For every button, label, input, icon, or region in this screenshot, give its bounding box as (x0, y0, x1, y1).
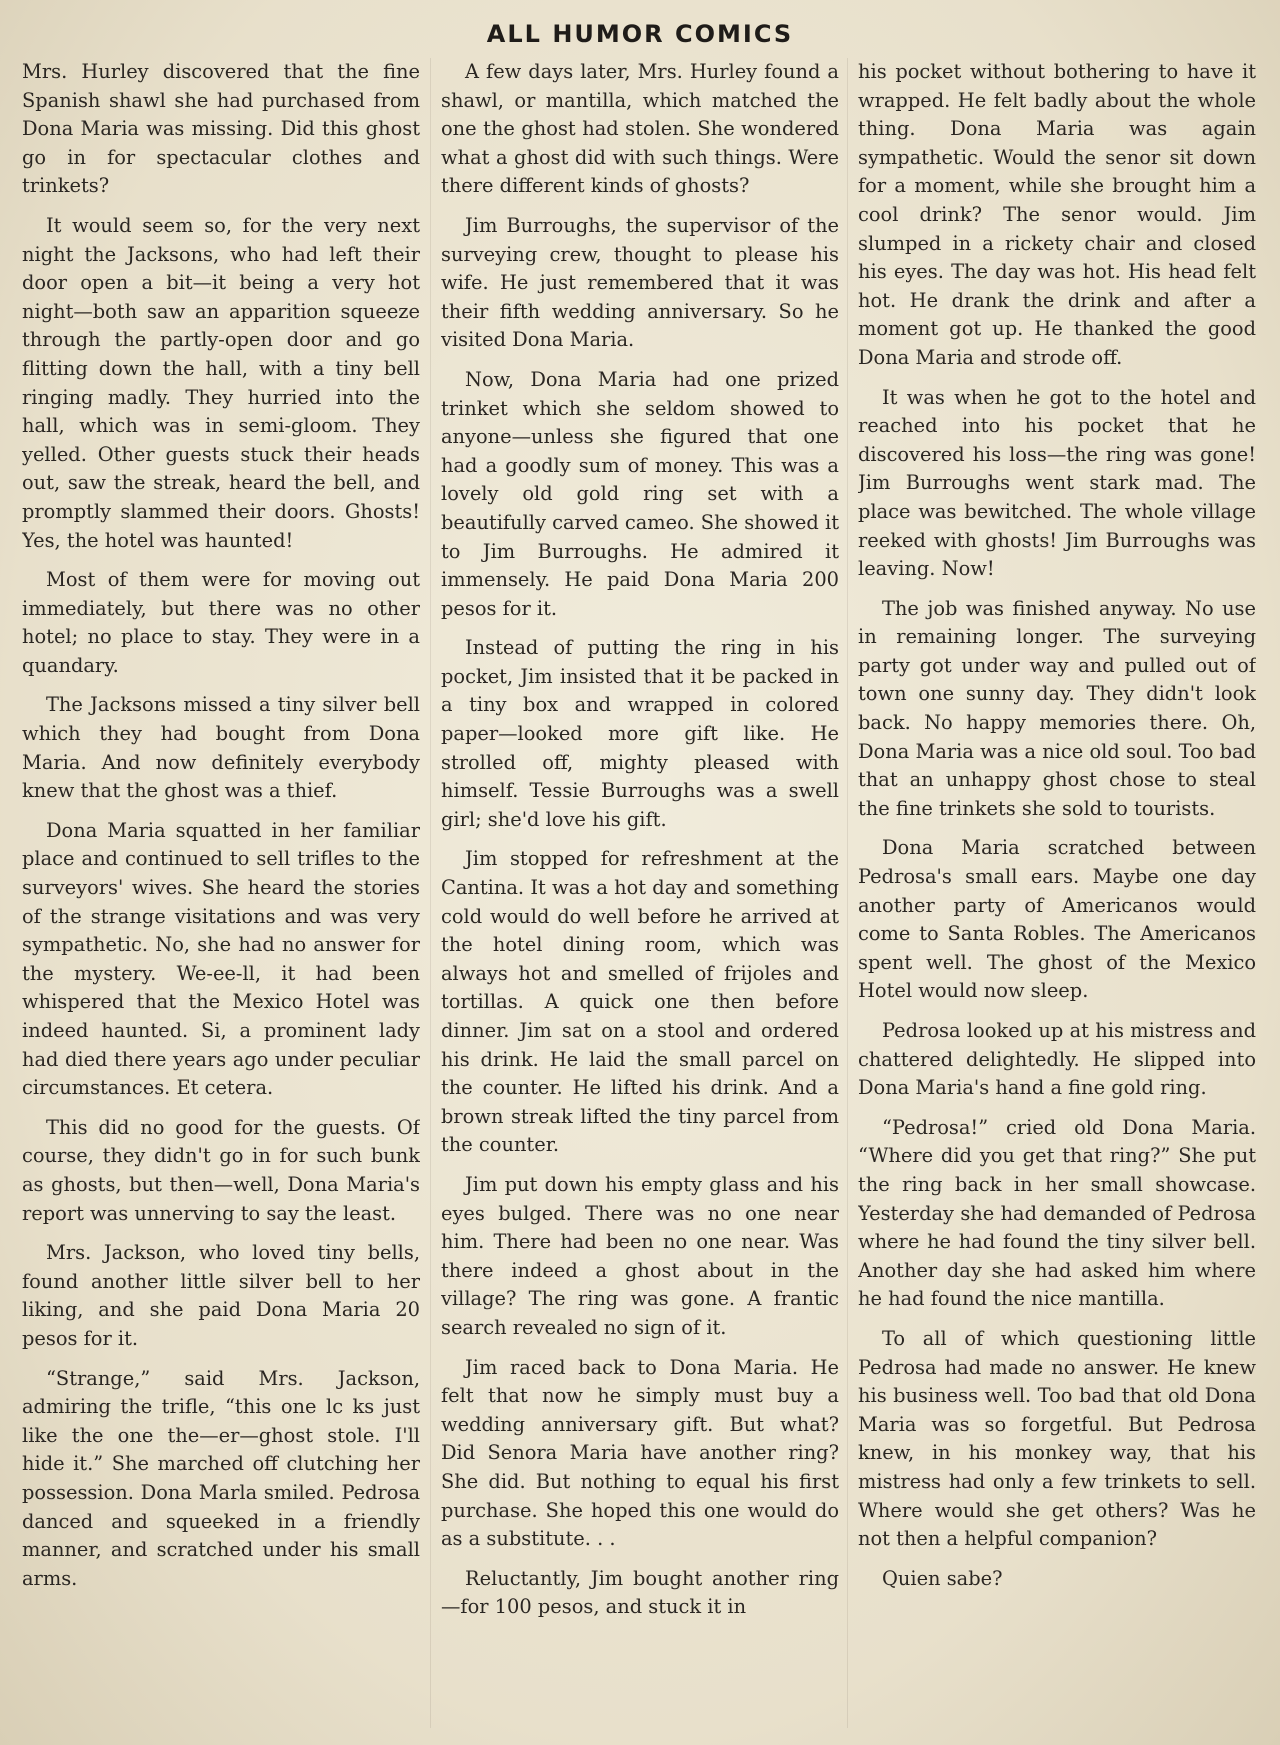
paragraph: Jim raced back to Dona Maria. He felt that now he simply must buy a wedding anniversary gift. But what? Did Senora Maria have another ring? She did. But nothing to equal his first purchase. She hoped this one would do as a substitute. . . (441, 1355, 839, 1551)
paragraph: Jim Burroughs, the supervisor of the surveying crew, thought to please his wife. He just remembered that it was their fifth wedding anniversary. So he visited Dona Maria. (441, 213, 839, 352)
paragraph: his pocket without bothering to have it wrapped. He felt badly about the whole thing. Dona Maria was again sympathetic. Would the senor sit down for a moment, while she brought him a cool drink? The senor would. Jim slumped in a rickety chair and closed his eyes. The day was hot. His head felt hot. He drank the drink and after a moment got up. He thanked the good Dona Maria and strode off. (858, 60, 1256, 369)
paragraph: Jim stopped for refreshment at the Cantina. It was a hot day and something cold would do well before he arrived at the hotel dining room, which was always hot and smelled of frijoles and tortillas. A quick one then before dinner. Jim sat on a stool and ordered his drink. He laid the small parcel on the counter. He lifted his drink. And a brown streak lifted the tiny parcel from the counter. (441, 847, 839, 1157)
paragraph: Dona Maria squatted in her familiar place and continued to sell trifles to the surveyors' wives. She heard the stories of the strange visitations and was very sympathetic. No, she had no answer for the mystery. We-ee-ll, it had been whispered that the Mexico Hotel was indeed haunted. Si, a prominent lady had died there years ago under peculiar circumstances. Et cetera. (22, 818, 420, 1100)
column-gutter (430, 58, 431, 1728)
text-column-3 (858, 58, 1256, 1738)
page-header: ALL HUMOR COMICS (486, 20, 794, 48)
paragraph: Dona Maria scratched between Pedrosa's small ears. Maybe one day another party of Americanos would come to Santa Robles. The Americanos spent well. The ghost of the Mexico Hotel would now sleep. (858, 836, 1256, 1003)
paragraph: Instead of putting the ring in his pocket, Jim insisted that it be packed in a tiny box and wrapped in colored paper—looked more gift like. He strolled off, mighty pleased with himself. Tessie Burroughs was a swell girl; she'd love his gift. (441, 636, 839, 831)
paragraph: A few days later, Mrs. Hurley found a shawl, or mantilla, which matched the one the ghost had stolen. She wondered what a ghost did with such things. Were there different kinds of ghosts? (441, 60, 839, 198)
paragraph: “Strange,” said Mrs. Jackson, admiring the trifle, “this one lc ks just like the one the—er—ghost stole. I'll hide it.” She marched off clutching her possession. Dona Marla smiled. Pedrosa danced and squeeked in a friendly manner, and scratched under his small arms. (22, 1366, 420, 1590)
paragraph: The job was finished anyway. No use in remaining longer. The surveying party got under way and pulled out of town one sunny day. They didn't look back. No happy memories there. Oh, Dona Maria was a nice old soul. Too bad that an unhappy ghost chose to steal the fine trinkets she sold to tourists. (858, 596, 1256, 820)
paragraph: Now, Dona Maria had one prized trinket which she seldom showed to anyone—unless she figured that one had a goodly sum of money. This was a lovely old gold ring set with a beautifully carved cameo. She showed it to Jim Burroughs. He admired it immensely. He paid Dona Maria 200 pesos for it. (441, 367, 839, 620)
paragraph: Reluctantly, Jim bought another ring—for 100 pesos, and stuck it in (441, 1566, 839, 1619)
paragraph: Mrs. Jackson, who loved tiny bells, found another little silver bell to her liking, and she paid Dona Maria 20 pesos for it. (22, 1241, 420, 1350)
paragraph: Pedrosa looked up at his mistress and chattered delightedly. He slipped into Dona Maria's hand a fine gold ring. (858, 1019, 1256, 1100)
text-column-2 (441, 58, 839, 1738)
paragraph: Mrs. Hurley discovered that the fine Spanish shawl she had purchased from Dona Maria was missing. Did this ghost go in for spectacular clothes and trinkets? (22, 60, 420, 198)
paragraph: Most of them were for moving out immediately, but there was no other hotel; no place to stay. They were in a quandary. (22, 568, 420, 677)
paragraph: “Pedrosa!” cried old Dona Maria. “Where did you get that ring?” She put the ring back in her small showcase. Yesterday she had demanded of Pedrosa where he had found the tiny silver bell. Another day she had asked him where he had found the nice mantilla. (858, 1115, 1256, 1311)
column-gutter (847, 58, 848, 1728)
paragraph: It was when he got to the hotel and reached into his pocket that he discovered his loss—the ring was gone! Jim Burroughs went stark mad. The place was bewitched. The whole village reeked with ghosts! Jim Burroughs was leaving. Now! (858, 385, 1256, 581)
text-column-1 (22, 58, 420, 1738)
paragraph: To all of which questioning little Pedrosa had made no answer. He knew his business well. Too bad that old Dona Maria was so forgetful. But Pedrosa knew, in his monkey way, that his mistress had only a few trinkets to sell. Where would she get others? Was he not then a helpful companion? (858, 1326, 1256, 1551)
paragraph: It would seem so, for the very next night the Jacksons, who had left their door open a bit—it being a very hot night—both saw an apparition squeeze through the partly-open door and go flitting down the hall, with a tiny bell ringing madly. They hurried into the hall, which was in semi-gloom. They yelled. Other guests stuck their heads out, saw the streak, heard the bell, and promptly slammed their doors. Ghosts! Yes, the hotel was haunted! (22, 213, 420, 552)
paragraph: Quien sabe? (882, 1566, 1003, 1590)
paragraph: Jim put down his empty glass and his eyes bulged. There was no one near him. There had been no one near. Was there indeed a ghost about in the village? The ring was gone. A frantic search revealed no sign of it. (441, 1172, 839, 1339)
paragraph: This did no good for the guests. Of course, they didn't go in for such bunk as ghosts, but then—well, Dona Maria's report was unnerving to say the least. (22, 1115, 420, 1225)
paragraph: The Jacksons missed a tiny silver bell which they had bought from Dona Maria. And now definitely everybody knew that the ghost was a thief. (22, 693, 420, 803)
